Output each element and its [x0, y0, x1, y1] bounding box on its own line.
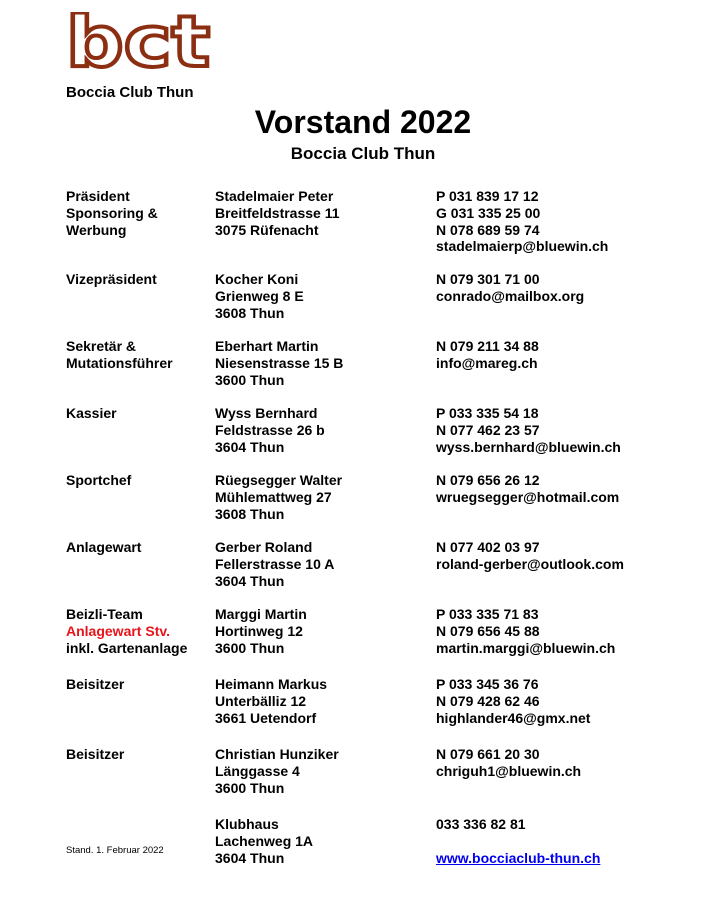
entry-address [215, 472, 430, 522]
street: Länggasse 4 [215, 762, 300, 779]
entry-address [215, 188, 430, 238]
page-subtitle: Boccia Club Thun [290, 144, 436, 163]
phone-private: P 033 345 36 76 [436, 676, 539, 692]
phone-mobile: N 079 656 45 88 [436, 622, 540, 639]
entry-address [215, 816, 430, 866]
email: wruegsegger@hotmail.com [436, 488, 620, 505]
street: Grienweg 8 E [215, 287, 304, 304]
entry-contact [436, 271, 696, 305]
club-logo [66, 12, 212, 80]
street: Niesenstrasse 15 B [215, 354, 344, 371]
street: Breitfeldstrasse 11 [215, 204, 340, 221]
entry-contact [436, 472, 696, 506]
role-line: Sponsoring & [66, 204, 158, 221]
city: 3600 Thun [215, 779, 285, 796]
person-name: Christian Hunziker [215, 746, 339, 762]
website-link[interactable]: www.bocciaclub-thun.ch [436, 849, 601, 866]
entry-address [215, 746, 430, 796]
email: conrado@mailbox.org [436, 287, 585, 304]
entry-contact [436, 188, 696, 255]
role-line: Sportchef [66, 472, 132, 488]
entry-role [66, 338, 211, 372]
entry-role [66, 606, 211, 656]
entry-address [215, 606, 430, 656]
city: 3608 Thun [215, 304, 285, 321]
role-line: Mutationsführer [66, 354, 173, 371]
entry-contact [436, 676, 696, 726]
email: wyss.bernhard@bluewin.ch [436, 438, 621, 455]
role-line: Vizepräsident [66, 271, 157, 287]
phone-mobile: N 077 402 03 97 [436, 539, 540, 555]
document-date: Stand. 1. Februar 2022 [66, 845, 164, 856]
street: Lachenweg 1A [215, 832, 314, 849]
page-title: Vorstand 2022 [254, 104, 472, 140]
entry-contact [436, 606, 696, 656]
email: martin.marggi@bluewin.ch [436, 639, 616, 656]
entry-contact [436, 405, 696, 455]
role-line: Kassier [66, 405, 117, 421]
person-name: Eberhart Martin [215, 338, 319, 354]
person-name: Marggi Martin [215, 606, 307, 622]
entry-contact [436, 539, 696, 573]
role-line: Präsident [66, 188, 130, 204]
person-name: Stadelmaier Peter [215, 188, 334, 204]
entry-role [66, 405, 211, 422]
street: Hortinweg 12 [215, 622, 303, 639]
city: 3075 Rüfenacht [215, 221, 319, 238]
entry-address [215, 338, 430, 388]
entry-contact [436, 816, 696, 866]
phone-mobile: N 079 661 20 30 [436, 746, 540, 762]
entry-role [66, 188, 211, 238]
phone-mobile: N 079 428 62 46 [436, 692, 540, 709]
city: 3600 Thun [215, 371, 285, 388]
street: Feldstrasse 26 b [215, 421, 325, 438]
phone-private: P 033 335 54 18 [436, 405, 539, 421]
email: stadelmaierp@bluewin.ch [436, 238, 609, 255]
logo-text: bct [66, 12, 210, 80]
city: 3661 Uetendorf [215, 709, 317, 726]
phone-private: P 033 335 71 83 [436, 606, 539, 622]
person-name: Kocher Koni [215, 271, 299, 287]
entry-role [66, 746, 211, 763]
city: 3604 Thun [215, 572, 285, 589]
role-line-highlight: Anlagewart Stv. [66, 622, 170, 639]
email: info@mareg.ch [436, 354, 538, 371]
role-line: inkl. Gartenanlage [66, 639, 188, 656]
person-name: Wyss Bernhard [215, 405, 318, 421]
entry-address [215, 676, 430, 726]
entry-address [215, 405, 430, 455]
entry-role [66, 676, 211, 693]
role-line: Sekretär & [66, 338, 137, 354]
phone-business: G 031 335 25 00 [436, 204, 541, 221]
email: roland-gerber@outlook.com [436, 555, 624, 572]
role-line: Anlagewart [66, 539, 142, 555]
person-name: Rüegsegger Walter [215, 472, 343, 488]
location-name: Klubhaus [215, 816, 279, 832]
phone: 033 336 82 81 [436, 816, 526, 832]
role-line: Beisitzer [66, 676, 125, 692]
city: 3608 Thun [215, 505, 285, 522]
entry-contact [436, 338, 696, 372]
role-line: Beisitzer [66, 746, 125, 762]
entry-address [215, 271, 430, 321]
street: Unterbälliz 12 [215, 692, 307, 709]
entry-address [215, 539, 430, 589]
phone-mobile: N 079 211 34 88 [436, 338, 539, 354]
club-name: Boccia Club Thun [66, 84, 194, 101]
phone-mobile: N 077 462 23 57 [436, 421, 540, 438]
city: 3604 Thun [215, 849, 285, 866]
entry-role [66, 271, 211, 288]
phone-mobile: N 079 301 71 00 [436, 271, 540, 287]
street: Fellerstrasse 10 A [215, 555, 335, 572]
phone-mobile: N 078 689 59 74 [436, 221, 540, 238]
role-line: Beizli-Team [66, 606, 143, 622]
street: Mühlemattweg 27 [215, 488, 332, 505]
city: 3604 Thun [215, 438, 285, 455]
entry-role [66, 539, 211, 556]
role-line: Werbung [66, 221, 127, 238]
entry-contact [436, 746, 696, 780]
person-name: Gerber Roland [215, 539, 313, 555]
phone-private: P 031 839 17 12 [436, 188, 539, 204]
city: 3600 Thun [215, 639, 285, 656]
phone-mobile: N 079 656 26 12 [436, 472, 540, 488]
email: chriguh1@bluewin.ch [436, 762, 582, 779]
person-name: Heimann Markus [215, 676, 328, 692]
entry-role [66, 472, 211, 489]
email: highlander46@gmx.net [436, 709, 591, 726]
